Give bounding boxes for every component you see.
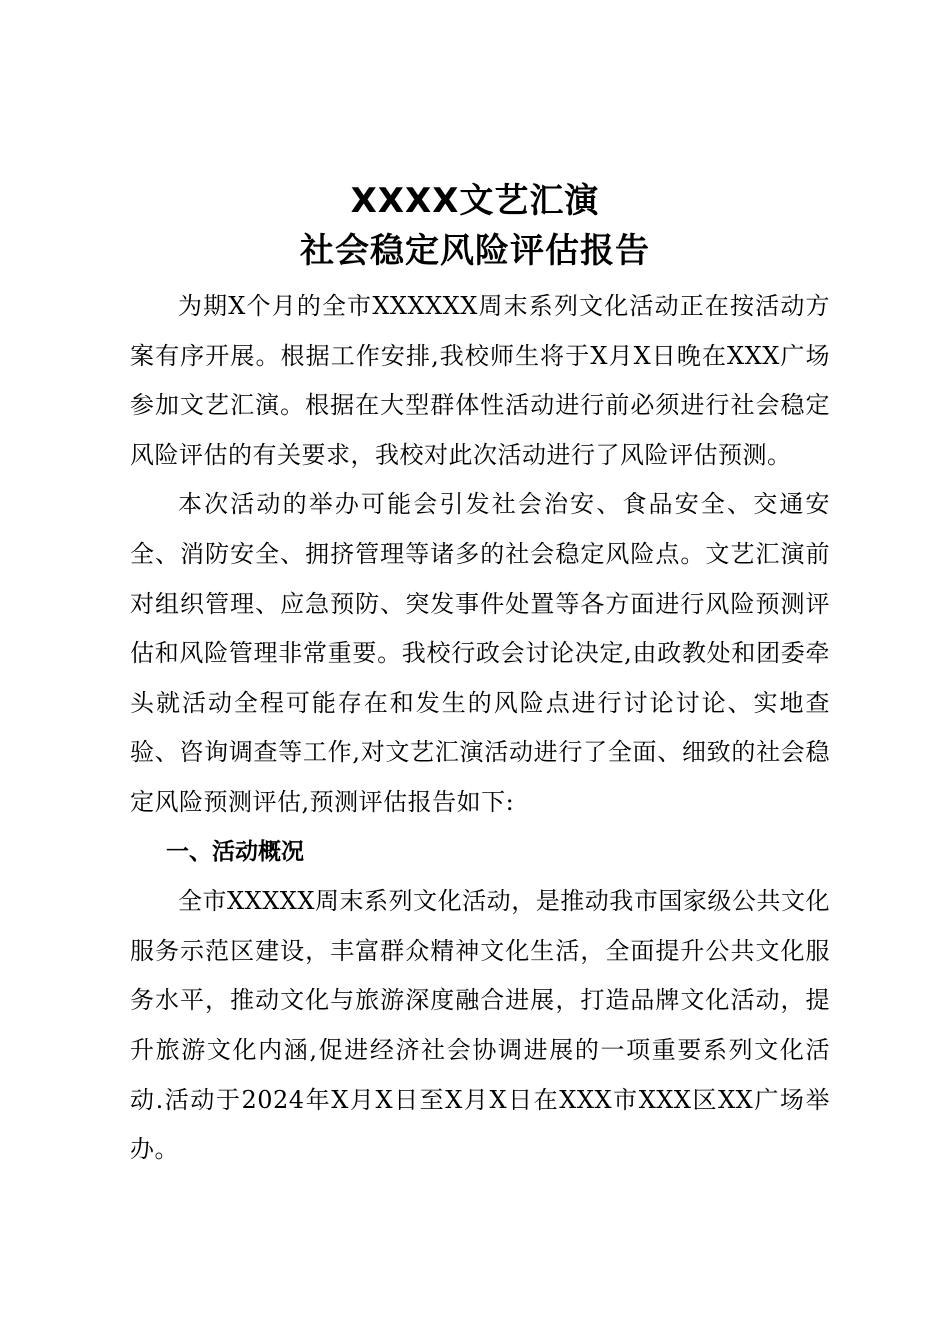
document-body (130, 282, 830, 1175)
paragraph-intro: 为期X个月的全市XXXXXX周末系列文化活动正在按活动方案有序开展。根据工作安排,我校师生将于X月X日晚在XXX广场参加文艺汇演。根据在大型群体性活动进行前必须进行社会稳定风险评估的有关要求，我校对此次活动进行了风险评估预测。 (130, 292, 830, 469)
title-line-2: 社会稳定风险评估报告 (300, 231, 650, 271)
paragraph-risk-points: 本次活动的举办可能会引发社会治安、食品安全、交通安全、消防安全、拥挤管理等诸多的社会稳定风险点。文艺汇演前对组织管理、应急预防、突发事件处置等各方面进行风险预测评估和风险管理非常重要。我校行政会讨论决定,由政教处和团委牵头就活动全程可能存在和发生的风险点进行讨论讨论、实地查验、咨询调查等工作,对文艺汇演活动进行了全面、细致的社会稳定风险预测评估,预测评估报告如下: (130, 490, 830, 816)
document-title (0, 176, 950, 276)
title-line-1: XXXX文艺汇演 (350, 181, 600, 221)
paragraph-overview: 全市XXXXX周末系列文化活动，是推动我市国家级公共文化服务示范区建设，丰富群众精神文化生活，全面提升公共文化服务水平，推动文化与旅游深度融合进展，打造品牌文化活动，提升旅游文化内涵,促进经济社会协调进展的一项重要系列文化活动.活动于2024年X月X日至X月X日在XXX市XXX区XX广场举办。 (130, 887, 830, 1164)
section-heading-overview: 一、活动概况 (166, 838, 304, 865)
